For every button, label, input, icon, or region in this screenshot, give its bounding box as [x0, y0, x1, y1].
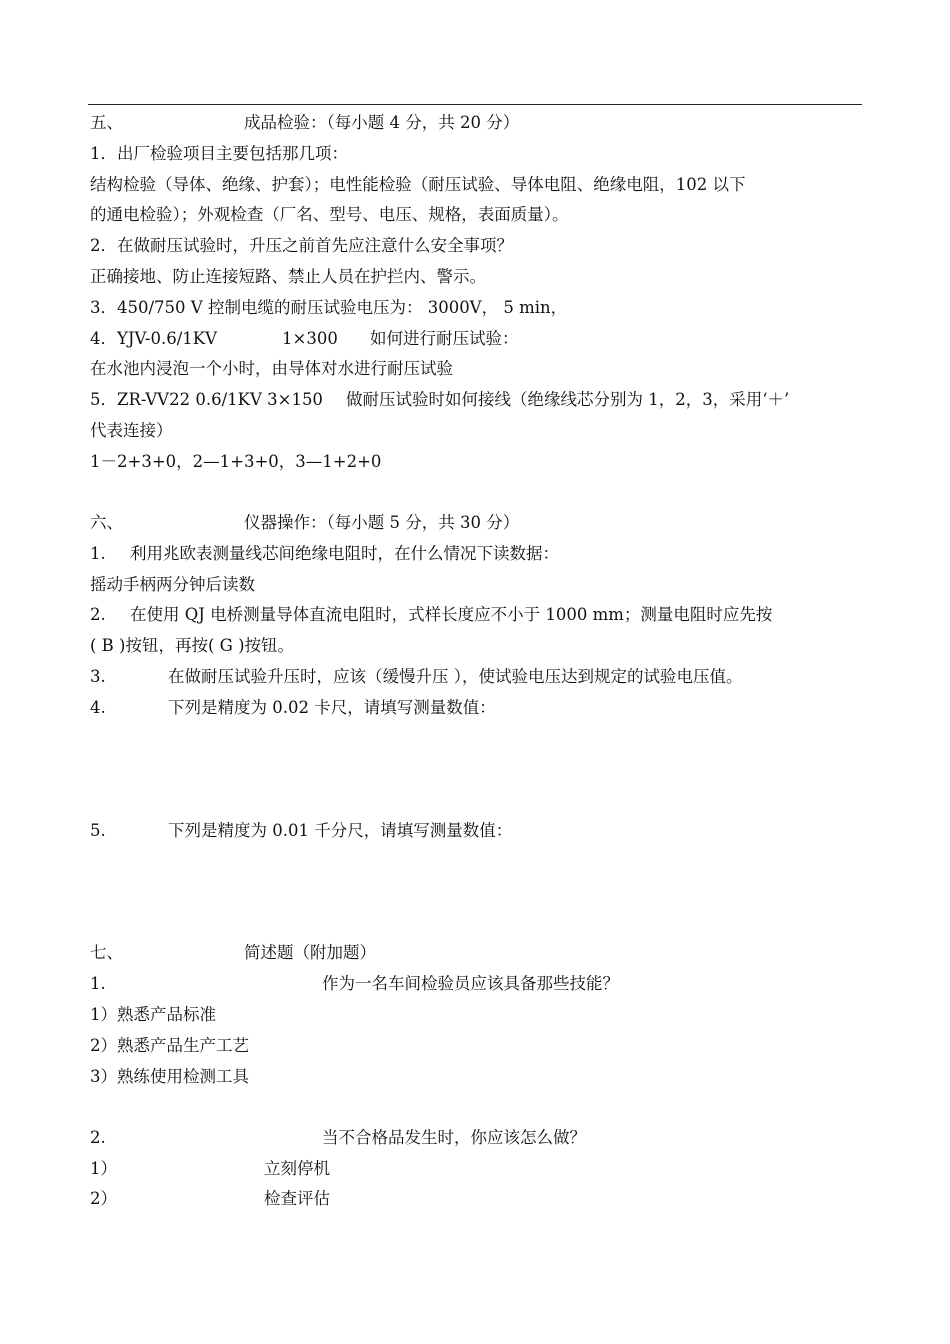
question-text: 4．YJV-0.6/1KV: [90, 329, 218, 348]
question-number: 4.: [90, 698, 106, 717]
question-text: 2．在做耐压试验时，升压之前首先应注意什么安全事项？: [90, 236, 513, 255]
question-text: 利用兆欧表测量线芯间绝缘电阻时，在什么情况下读数据：: [130, 544, 559, 563]
question-text: 下列是精度为 0.01 千分尺，请填写测量数值：: [168, 821, 513, 840]
answer-text: 的通电检验）；外观检查（厂名、型号、电压、规格，表面质量）。: [90, 205, 569, 224]
question-text: 做耐压试验时如何接线（绝缘线芯分别为 1，2，3，采用‘＋’: [346, 390, 790, 409]
list-item-text: 检查评估: [264, 1189, 330, 1208]
question-number: 1.: [90, 974, 106, 993]
list-item-number: 2）: [90, 1189, 117, 1208]
question-text: 3．450/750 V 控制电缆的耐压试验电压为： 3000V， 5 min，: [90, 298, 568, 317]
question-text: 代表连接）: [90, 421, 173, 440]
section-number: 五、: [90, 113, 123, 132]
section-heading: 仪器操作：（每小题 5 分，共 30 分）: [244, 513, 520, 532]
list-item: 2）熟悉产品生产工艺: [90, 1036, 249, 1055]
question-number: 2.: [90, 605, 106, 624]
question-text: 在使用 QJ 电桥测量导体直流电阻时，式样长度应不小于 1000 mm；测量电阻时应先按: [130, 605, 773, 624]
question-text: 5．ZR-VV22 0.6/1KV 3×150: [90, 390, 323, 409]
answer-text: 结构检验（导体、绝缘、护套）；电性能检验（耐压试验、导体电阻、绝缘电阻，102 以下: [90, 175, 746, 194]
question-text: 作为一名车间检验员应该具备那些技能？: [322, 974, 619, 993]
answer-text: 在水池内浸泡一个小时，由导体对水进行耐压试验: [90, 359, 453, 378]
question-text: 下列是精度为 0.02 卡尺，请填写测量数值：: [168, 698, 496, 717]
question-text: 在做耐压试验升压时，应该（缓慢升压 ），使试验电压达到规定的试验电压值。: [168, 667, 743, 686]
list-item: 3）熟练使用检测工具: [90, 1067, 249, 1086]
question-number: 5.: [90, 821, 106, 840]
question-text: 如何进行耐压试验：: [370, 329, 519, 348]
question-number: 1.: [90, 544, 106, 563]
section-heading: 成品检验：（每小题 4 分，共 20 分）: [244, 113, 520, 132]
list-item: 1）熟悉产品标准: [90, 1005, 216, 1024]
question-text: ( B )按钮，再按( G )按钮。: [90, 636, 295, 655]
question-text: 当不合格品发生时，你应该怎么做？: [322, 1128, 586, 1147]
list-item-number: 1）: [90, 1159, 117, 1178]
question-number: 3.: [90, 667, 106, 686]
question-text: 1．出厂检验项目主要包括那几项：: [90, 144, 348, 163]
answer-text: 1－2+3+0，2—1+3+0，3—1+2+0: [90, 452, 382, 471]
section-number: 七、: [90, 943, 123, 962]
question-text: 1×300: [282, 329, 338, 348]
question-number: 2.: [90, 1128, 106, 1147]
answer-text: 摇动手柄两分钟后读数: [90, 575, 255, 594]
answer-text: 正确接地、防止连接短路、禁止人员在护拦内、警示。: [90, 267, 486, 286]
section-number: 六、: [90, 513, 123, 532]
section-heading: 简述题（附加题）: [244, 943, 376, 962]
list-item-text: 立刻停机: [264, 1159, 330, 1178]
header-rule: [88, 104, 862, 105]
